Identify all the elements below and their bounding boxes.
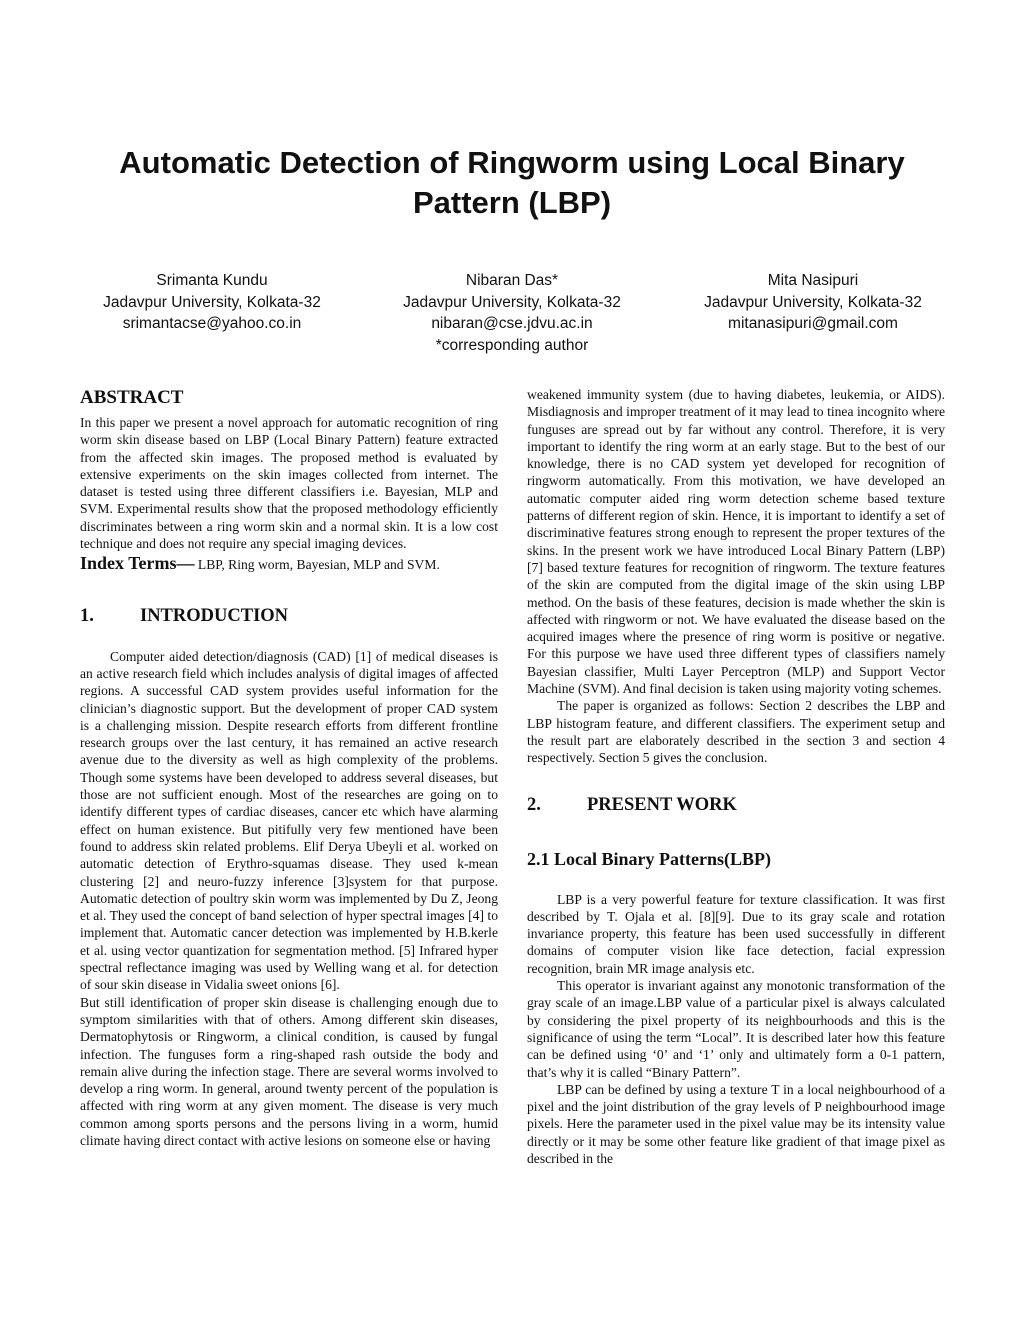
lbp-paragraph-1: LBP is a very powerful feature for texture classification. It was first described by T. Ojala et al. [8][9]. Due to its gray scale and rotation invariance property, this feature has been used successfully in different domains of computer vision like face detection, facial expression recognition, brain MR image analysis etc. bbox=[527, 891, 945, 976]
author-block-2 bbox=[362, 270, 662, 356]
index-terms bbox=[80, 555, 498, 573]
section-heading-present-work bbox=[527, 793, 945, 817]
author-name: Srimanta Kundu bbox=[156, 272, 268, 289]
section-heading-introduction bbox=[80, 604, 498, 628]
author-name: Nibaran Das* bbox=[465, 272, 559, 289]
section-title: INTRODUCTION bbox=[140, 605, 289, 626]
paper-title: Automatic Detection of Ringworm using Local Binary Pattern (LBP) bbox=[119, 145, 905, 220]
index-terms-text: LBP, Ring worm, Bayesian, MLP and SVM. bbox=[194, 557, 440, 573]
lbp-paragraph-2: This operator is invariant against any monotonic transformation of the gray scale of an image.LBP value of a particular pixel is always calculated by considering the pixel property of its neighbourhoods and this is the significance of using the term “Local”. It is described later how this feature can be defined using ‘0’ and ‘1’ only and ultimately form a 0-1 pattern, that’s why it is called “Binary Pattern”. bbox=[527, 978, 945, 1080]
intro-paragraph-1: Computer aided detection/diagnosis (CAD) [1] of medical diseases is an active research field which includes analysis of digital images of affected regions. A successful CAD system provides useful information for the clinician’s diagnostic support. But the development of proper CAD system is a challenging mission. Despite research efforts from different frontline research groups over the last century, it has remained an active research avenue due to the diversity as well as high complexity of the problems. Though some systems have been developed to address several diseases, but those are not sufficient enough. Most of the researches are going on to identify different types of cardiac diseases, cancer etc which have alarming effect on human existence. But pitifully very few mentioned have been found to address skin related problems. Elif Derya Ubeyli et al. worked on automatic detection of Erythro-squamas disease. They used k-mean clustering [2] and neuro-fuzzy inference [3]system for that purpose. Automatic detection of poultry skin worm was implemented by Du Z, Jeong et al. They used the concept of band selection of hyper spectral images [4] to implement that. Automatic cancer detection was implemented by H.B.kerle et al. using vector quantization for segmentation method. [5] Infrared hyper spectral reflectance imaging was used by Welling wang et al. for detection of sour skin disease in Vidalia sweet onions [6]. bbox=[80, 648, 498, 993]
abstract-text: In this paper we present a novel approach for automatic recognition of ring worm skin disease based on LBP (Local Binary Pattern) feature extracted from the affected skin images. The proposed method is evaluated by extensive experiments on the skin images collected from internet. The dataset is tested using three different classifiers i.e. Bayesian, MLP and SVM. Experimental results show that the proposed methodology efficiently discriminates between a ring worm skin and a normal skin. It is a low cost technique and does not require any special imaging devices. bbox=[80, 415, 498, 552]
abstract-heading: ABSTRACT bbox=[80, 387, 184, 408]
intro-paragraph-2: But still identification of proper skin disease is challenging enough due to symptom similarities with that of others. Among different skin diseases, Dermatophytosis or Ringworm, a clinical condition, is caused by fungal infection. The funguses form a ring-shaped rash outside the body and remain alive during the infection stage. There are several worms involved to develop a ring worm. In general, around twenty percent of the population is affected with ring worm at any given moment. The disease is very much common among sports persons and the persons living in a worm, humid climate having direct contact with active lesions on someone else or having bbox=[80, 994, 498, 1148]
intro-paragraph-4: The paper is organized as follows: Section 2 describes the LBP and LBP histogram feature, and different classifiers. The experiment setup and the result part are elaborately described in the section 3 and section 4 respectively. Section 5 gives the conclusion. bbox=[527, 698, 945, 766]
lbp-paragraph-3: LBP can be defined by using a texture T in a local neighbourhood of a pixel and the joint distribution of the gray levels of P neighbourhood image pixels. Here the parameter used in the pixel value may be its intensity value directly or it may be some other feature like gradient of that image pixel as described in the bbox=[527, 1081, 945, 1166]
author-affiliation: Jadavpur University, Kolkata-32 bbox=[704, 293, 922, 311]
author-name: Mita Nasipuri bbox=[767, 272, 859, 289]
index-terms-label: Index Terms— bbox=[80, 553, 195, 574]
section-number: 1. bbox=[80, 605, 94, 626]
section-number: 2. bbox=[527, 794, 541, 815]
author-email: srimantacse@yahoo.co.in bbox=[122, 315, 302, 332]
author-block-3 bbox=[663, 270, 963, 335]
right-column bbox=[527, 386, 945, 1167]
section-title: PRESENT WORK bbox=[587, 794, 737, 815]
intro-paragraph-3: weakened immunity system (due to having diabetes, leukemia, or AIDS). Misdiagnosis and improper treatment of it may lead to tinea incognito where funguses are spread out by far without any control. Therefore, it is very important to identify the ring worm at an early stage. But to the best of our knowledge, there is no CAD system yet developed for recognition of ringworm automatically. From this motivation, we have developed an automatic computer aided ring worm detection scheme based texture patterns of different region of skin. Hence, it is important to identify a set of discriminative features strong enough to represent the proper textures of the skins. In the present work we have introduced Local Binary Pattern (LBP) [7] based texture features for recognition of ringworm. The texture features of the skin are computed from the digital image of the skin using LBP method. On the basis of these features, decision is made whether the skin is affected with ringworm or not. We have evaluated the disease based on the acquired images where the presence of ring worm is positive or negative. For this purpose we have used three different types of classifiers namely Bayesian classifier, Multi Layer Perceptron (MLP) and Support Vector Machine (SVM). And final decision is taken using majority voting schemes. bbox=[527, 387, 945, 697]
author-block-1 bbox=[62, 270, 362, 335]
author-email: nibaran@cse.jdvu.ac.in bbox=[431, 315, 593, 332]
author-affiliation: Jadavpur University, Kolkata-32 bbox=[103, 293, 321, 311]
author-email: mitanasipuri@gmail.com bbox=[728, 315, 898, 332]
corresponding-author-note: *corresponding author bbox=[435, 336, 589, 354]
author-affiliation: Jadavpur University, Kolkata-32 bbox=[403, 293, 621, 311]
left-column bbox=[80, 386, 498, 1149]
subsection-heading-lbp: 2.1 Local Binary Patterns(LBP) bbox=[527, 848, 771, 869]
